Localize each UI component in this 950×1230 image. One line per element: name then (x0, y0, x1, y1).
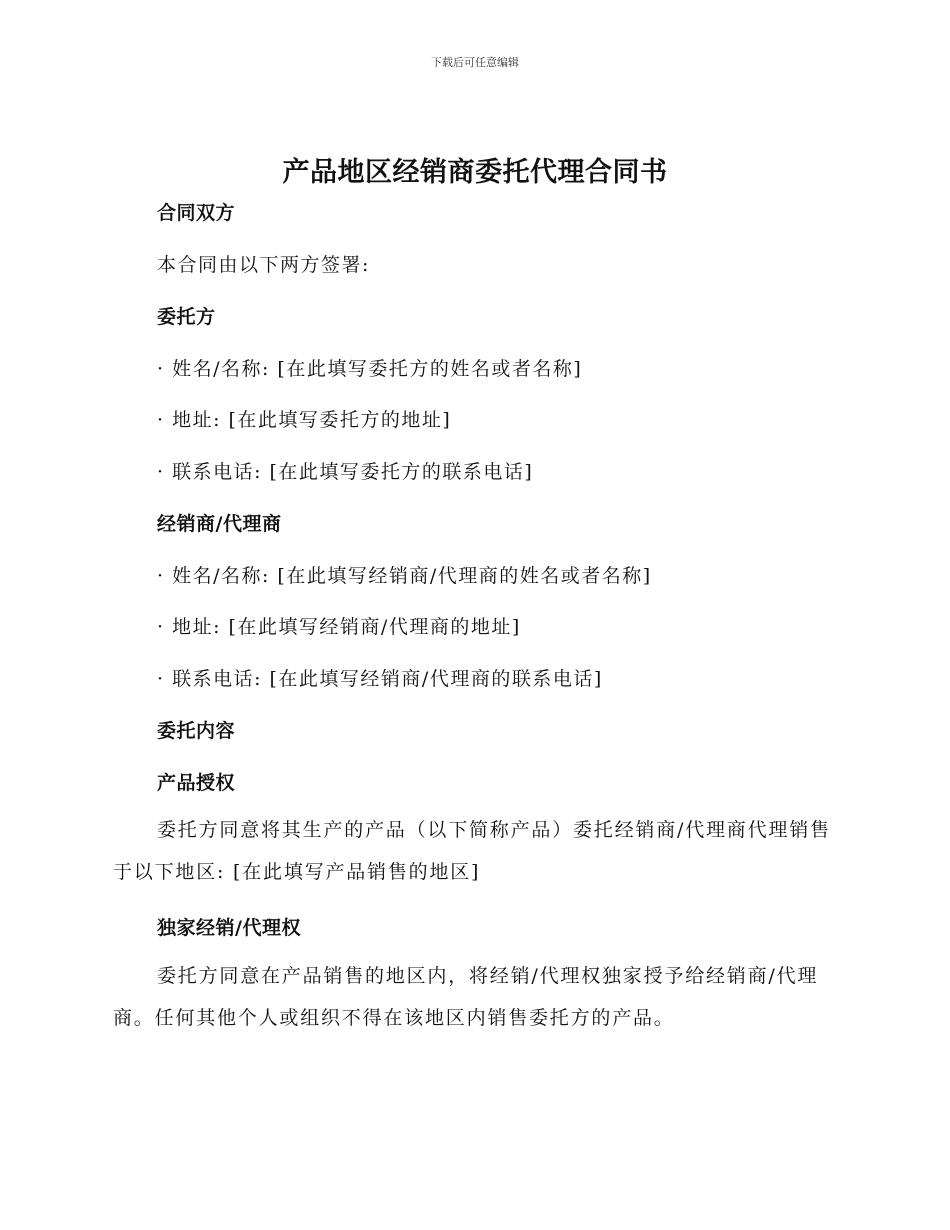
exclusive-paragraph: 委托方同意在产品销售的地区内，将经销/代理权独家授予给经销商/代理商。任何其他个人或组织不得在该地区内销售委托方的产品。 (113, 965, 819, 1029)
agent-name-item: · 姓名/名称: [在此填写经销商/代理商的姓名或者名称] (157, 565, 652, 587)
agent-heading: 经销商/代理商 (157, 513, 282, 535)
content-heading: 委托内容 (157, 720, 236, 742)
agent-phone-item: · 联系电话: [在此填写经销商/代理商的联系电话] (157, 668, 603, 690)
document-title: 产品地区经销商委托代理合同书 (282, 157, 668, 188)
principal-address-item: · 地址: [在此填写委托方的地址] (157, 409, 452, 431)
agent-address-item: · 地址: [在此填写经销商/代理商的地址] (157, 616, 521, 638)
product-heading: 产品授权 (157, 772, 236, 794)
principal-heading: 委托方 (157, 306, 216, 328)
header-note: 下载后可任意编辑 (431, 56, 519, 69)
principal-phone-item: · 联系电话: [在此填写委托方的联系电话] (157, 461, 534, 483)
product-paragraph: 委托方同意将其生产的产品（以下简称产品）委托经销商/代理商代理销售于以下地区: [在此填写产品销售的地区] (113, 819, 831, 883)
exclusive-heading: 独家经销/代理权 (157, 917, 301, 939)
parties-heading: 合同双方 (157, 202, 236, 224)
principal-name-item: · 姓名/名称: [在此填写委托方的姓名或者名称] (157, 358, 583, 380)
parties-intro: 本合同由以下两方签署: (157, 254, 370, 276)
